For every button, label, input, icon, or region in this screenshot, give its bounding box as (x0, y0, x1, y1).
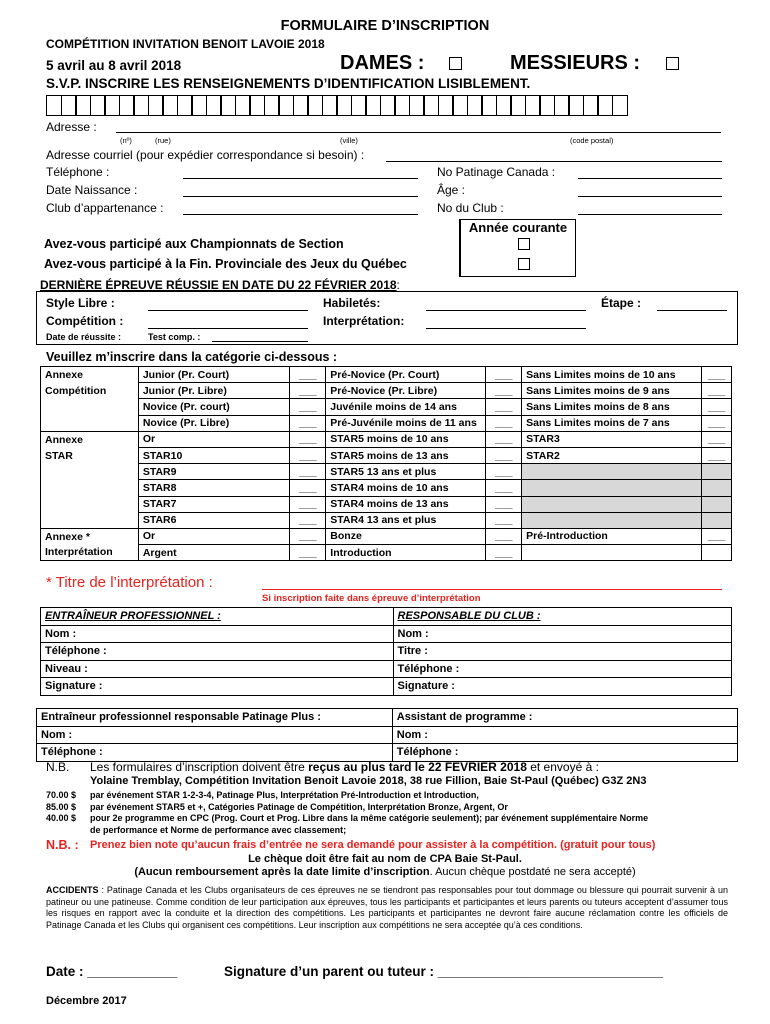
address-line[interactable] (116, 132, 721, 133)
address-label: Adresse : (46, 120, 97, 134)
refund-note: (Aucun remboursement après la date limite d’inscription. Aucun chèque postdaté ne sera accepté) (134, 866, 636, 878)
coach-signature-field[interactable]: Signature : (41, 678, 394, 696)
etape-label: Étape : (601, 296, 642, 310)
category-option: STAR5 moins de 10 ans (326, 431, 486, 447)
address-city-hint: (ville) (340, 136, 358, 145)
category-option: STAR4 13 ans et plus (326, 512, 486, 528)
category-option: STAR10 (138, 447, 290, 463)
parent-signature-field[interactable]: Signature d’un parent ou tuteur : ______________________________ (224, 964, 663, 979)
annex-cell (41, 496, 139, 512)
category-option: Introduction (326, 545, 486, 561)
category-select-blank[interactable]: ___ (290, 512, 326, 528)
annex-cell (41, 480, 139, 496)
coach-phone-field[interactable]: Téléphone : (41, 643, 394, 661)
provincial-games-checkbox[interactable] (518, 258, 530, 270)
empty-gray-cell (522, 464, 702, 480)
annex-cell: Annexe * (41, 528, 139, 544)
competition-label: Compétition : (46, 314, 124, 328)
email-label: Adresse courriel (pour expédier correspondance si besoin) : (46, 148, 365, 162)
deadline-note: Les formulaires d’inscription doivent être reçus au plus tard le 22 FEVRIER 2018 et envoyé à : (90, 760, 599, 774)
category-row (41, 545, 732, 561)
free-admission-note: Prenez bien note qu’aucun frais d’entrée ne sera demandé pour assister à la compétition. (gratuit pour tous) (90, 839, 656, 851)
category-select-blank[interactable]: ___ (486, 545, 522, 561)
club-resp-signature-field[interactable]: Signature : (393, 678, 731, 696)
category-option: STAR2 (522, 447, 702, 463)
category-select-blank[interactable]: ___ (486, 496, 522, 512)
category-row (41, 496, 732, 512)
dames-checkbox[interactable] (449, 57, 462, 70)
section-championship-checkbox[interactable] (518, 238, 530, 250)
category-select-blank[interactable]: ___ (290, 431, 326, 447)
annex-cell: Annexe (41, 431, 139, 447)
category-row (41, 528, 732, 544)
annex-cell (41, 415, 139, 431)
nb2-label: N.B. : (46, 838, 79, 852)
habiletes-label: Habiletés: (323, 296, 381, 310)
accidents-disclaimer: ACCIDENTS : Patinage Canada et les Clubs organisateurs de ces épreuves ne se tiendront pas responsables pour tout dommage ou blessure qui pourrait survenir à un patineur ou une patineuse. Comme condition de leur participation aux épreuves, tous les participants et participantes et leurs parents ou tuteurs acceptent d’assumer tous les risques en rapport avec la conduite et la direction des compétitions. Les participants et participantes ne devront faire aucune réclamation contre les officiels de Patinage Canada et les Clubs qui organisent ces compétitions. Leur inscription aux compétitions ne sera acceptée qu’à ces conditions. (46, 885, 728, 930)
category-select-blank[interactable]: ___ (486, 528, 522, 544)
category-select-blank[interactable]: ___ (290, 415, 326, 431)
category-select-blank[interactable]: ___ (702, 383, 732, 399)
annex-cell: Annexe (41, 367, 139, 383)
category-select-blank[interactable]: ___ (486, 512, 522, 528)
category-row (41, 512, 732, 528)
birthdate-label: Date Naissance : (46, 183, 138, 197)
competition-name: COMPÉTITION INVITATION BENOIT LAVOIE 2018 (46, 37, 325, 51)
empty-gray-cell (702, 496, 732, 512)
category-option: STAR3 (522, 431, 702, 447)
annex-cell (41, 399, 139, 415)
event-dates: 5 avril au 8 avril 2018 (46, 58, 182, 73)
date-reussite-label: Date de réussite : (46, 332, 122, 342)
category-select-blank[interactable]: ___ (290, 496, 326, 512)
instruction-text: S.V.P. INSCRIRE LES RENSEIGNEMENTS D’IDENTIFICATION LISIBLEMENT. (46, 76, 531, 91)
category-option: STAR9 (138, 464, 290, 480)
category-select-blank[interactable]: ___ (486, 367, 522, 383)
category-row (41, 367, 732, 383)
birthdate-line[interactable] (183, 196, 418, 197)
phone-label: Téléphone : (46, 165, 110, 179)
category-option: Argent (138, 545, 290, 561)
category-select-blank[interactable]: ___ (702, 447, 732, 463)
fee-descriptions: par événement STAR 1-2-3-4, Patinage Plus, Interprétation Pré-Introduction et Introduction, par événement STAR5 et +, Catégories Patinage de Compétition, Interprétation Bronze, Argent, Or pour 2e programme en CPC (Prog. Court et Prog. Libre dans la même catégorie seulement); par événement supplémentaire Norme de performance et Norme de performance avec classement; (90, 790, 649, 835)
empty-gray-cell (702, 512, 732, 528)
last-test-header: DERNIÈRE ÉPREUVE RÉUSSIE EN DATE DU 22 FÉVRIER 2018: (40, 278, 400, 292)
annex-cell: Compétition (41, 383, 139, 399)
category-select-blank[interactable]: ___ (290, 447, 326, 463)
habiletes-line[interactable] (426, 310, 586, 311)
coach-level-field[interactable]: Niveau : (41, 660, 394, 678)
style-libre-label: Style Libre : (46, 296, 115, 310)
category-select-blank[interactable]: ___ (702, 415, 732, 431)
empty-gray-cell (522, 496, 702, 512)
category-select-blank[interactable]: ___ (486, 383, 522, 399)
category-option: Pré-Introduction (522, 528, 702, 544)
messieurs-checkbox[interactable] (666, 57, 679, 70)
empty-cell (522, 545, 702, 561)
phone-line[interactable] (183, 178, 418, 179)
category-option: Junior (Pr. Libre) (138, 383, 290, 399)
skate-canada-line[interactable] (578, 178, 722, 179)
empty-gray-cell (702, 480, 732, 496)
provincial-games-question: Avez-vous participé à la Fin. Provinciale des Jeux du Québec (44, 257, 407, 271)
interpretation-title-line[interactable] (262, 589, 722, 590)
empty-cell (702, 545, 732, 561)
interpretation-title-label: * Titre de l’interprétation : (46, 574, 213, 591)
skate-canada-label: No Patinage Canada : (437, 165, 556, 179)
age-line[interactable] (578, 196, 722, 197)
category-option: Sans Limites moins de 10 ans (522, 367, 702, 383)
category-option: Juvénile moins de 14 ans (326, 399, 486, 415)
mailing-address: Yolaine Tremblay, Compétition Invitation Benoit Lavoie 2018, 38 rue Fillion, Baie St-Paul (Québec) G3Z 2N3 (90, 775, 647, 787)
category-option: STAR8 (138, 480, 290, 496)
category-select-blank[interactable]: ___ (290, 480, 326, 496)
club-resp-phone-field[interactable]: Téléphone : (393, 660, 731, 678)
club-label: Club d’appartenance : (46, 201, 164, 215)
coach-name-field[interactable]: Nom : (41, 625, 394, 643)
category-row (41, 415, 732, 431)
category-option: STAR6 (138, 512, 290, 528)
club-resp-header: RESPONSABLE DU CLUB : (397, 610, 541, 623)
category-option: Pré-Novice (Pr. Court) (326, 367, 486, 383)
category-select-blank[interactable]: ___ (290, 464, 326, 480)
category-select-blank[interactable]: ___ (702, 528, 732, 544)
category-table (40, 366, 732, 561)
address-no-hint: (nº) (120, 136, 132, 145)
category-option: Sans Limites moins de 7 ans (522, 415, 702, 431)
interpretation-line[interactable] (426, 328, 586, 329)
coach-header: ENTRAÎNEUR PROFESSIONNEL : (45, 610, 221, 623)
category-option: Novice (Pr. court) (138, 399, 290, 415)
current-year-header: Année courante (468, 220, 568, 235)
annex-cell: STAR (41, 447, 139, 463)
club-resp-name-field[interactable]: Nom : (393, 625, 731, 643)
category-option: STAR4 moins de 10 ans (326, 480, 486, 496)
category-select-blank[interactable]: ___ (486, 415, 522, 431)
category-option: Or (138, 431, 290, 447)
fee-amounts: 70.00 $ 85.00 $ 40.00 $ (46, 790, 77, 823)
cheque-note: Le chèque doit être fait au nom de CPA Baie St-Paul. (248, 853, 522, 865)
name-letter-grid[interactable] (46, 95, 626, 116)
category-option: STAR5 moins de 13 ans (326, 447, 486, 463)
age-label: Âge : (437, 183, 466, 197)
contact-table (40, 607, 732, 696)
patinage-plus-table (36, 708, 738, 762)
nb-label: N.B. (46, 760, 70, 774)
category-option: STAR7 (138, 496, 290, 512)
category-option: Bonze (326, 528, 486, 544)
club-no-line[interactable] (578, 214, 722, 215)
category-select-blank[interactable]: ___ (290, 367, 326, 383)
category-select-blank[interactable]: ___ (290, 528, 326, 544)
address-street-hint: (rue) (155, 136, 171, 145)
style-libre-line[interactable] (148, 310, 308, 311)
form-title: FORMULAIRE D’INSCRIPTION (280, 18, 490, 34)
messieurs-label: MESSIEURS : (510, 52, 641, 74)
test-comp-label: Test comp. : (148, 332, 201, 342)
pp-assistant-name-field[interactable]: Nom : (392, 726, 737, 744)
category-option: Novice (Pr. Libre) (138, 415, 290, 431)
annex-cell (41, 464, 139, 480)
category-select-blank[interactable]: ___ (290, 545, 326, 561)
club-resp-title-field[interactable]: Titre : (393, 643, 731, 661)
category-row (41, 464, 732, 480)
category-option: STAR5 13 ans et plus (326, 464, 486, 480)
pp-coach-name-field[interactable]: Nom : (37, 726, 393, 744)
address-postal-hint: (code postal) (570, 136, 614, 145)
interpretation-title-note: Si inscription faite dans épreuve d’interprétation (262, 593, 481, 604)
empty-gray-cell (522, 480, 702, 496)
category-row (41, 399, 732, 415)
category-option: Sans Limites moins de 8 ans (522, 399, 702, 415)
category-row (41, 383, 732, 399)
annex-cell: Interprétation (41, 545, 139, 561)
pp-assistant-phone-field[interactable]: Téléphone : (392, 744, 737, 762)
test-comp-line[interactable] (212, 341, 308, 342)
date-signature-field[interactable]: Date : ____________ (46, 964, 178, 979)
category-select-blank[interactable]: ___ (486, 431, 522, 447)
interpretation-label: Interprétation: (323, 314, 405, 328)
empty-gray-cell (522, 512, 702, 528)
category-select-blank[interactable]: ___ (702, 431, 732, 447)
category-select-blank[interactable]: ___ (486, 447, 522, 463)
category-select-blank[interactable]: ___ (290, 399, 326, 415)
pp-coach-label: Entraîneur professionnel responsable Patinage Plus : (37, 709, 393, 727)
category-option: Pré-Juvénile moins de 11 ans (326, 415, 486, 431)
club-no-label: No du Club : (437, 201, 504, 215)
category-select-blank[interactable]: ___ (486, 480, 522, 496)
category-option: Sans Limites moins de 9 ans (522, 383, 702, 399)
category-option: STAR4 moins de 13 ans (326, 496, 486, 512)
category-select-blank[interactable]: ___ (702, 367, 732, 383)
pp-coach-phone-field[interactable]: Téléphone : (37, 744, 393, 762)
pp-assistant-label: Assistant de programme : (392, 709, 737, 727)
etape-line[interactable] (657, 310, 727, 311)
category-select-blank[interactable]: ___ (486, 399, 522, 415)
category-select-blank[interactable]: ___ (290, 383, 326, 399)
club-line[interactable] (183, 214, 418, 215)
section-championship-question: Avez-vous participé aux Championnats de Section (44, 237, 344, 251)
email-line[interactable] (386, 161, 722, 162)
category-row (41, 480, 732, 496)
category-select-blank[interactable]: ___ (486, 464, 522, 480)
category-select-blank[interactable]: ___ (702, 399, 732, 415)
empty-gray-cell (702, 464, 732, 480)
category-heading: Veuillez m’inscrire dans la catégorie ci-dessous : (46, 350, 338, 364)
footer-date: Décembre 2017 (46, 995, 127, 1007)
category-option: Or (138, 528, 290, 544)
category-option: Pré-Novice (Pr. Libre) (326, 383, 486, 399)
category-option: Junior (Pr. Court) (138, 367, 290, 383)
annex-cell (41, 512, 139, 528)
dames-label: DAMES : (340, 52, 425, 74)
competition-line[interactable] (148, 328, 308, 329)
category-row (41, 447, 732, 463)
category-row (41, 431, 732, 447)
